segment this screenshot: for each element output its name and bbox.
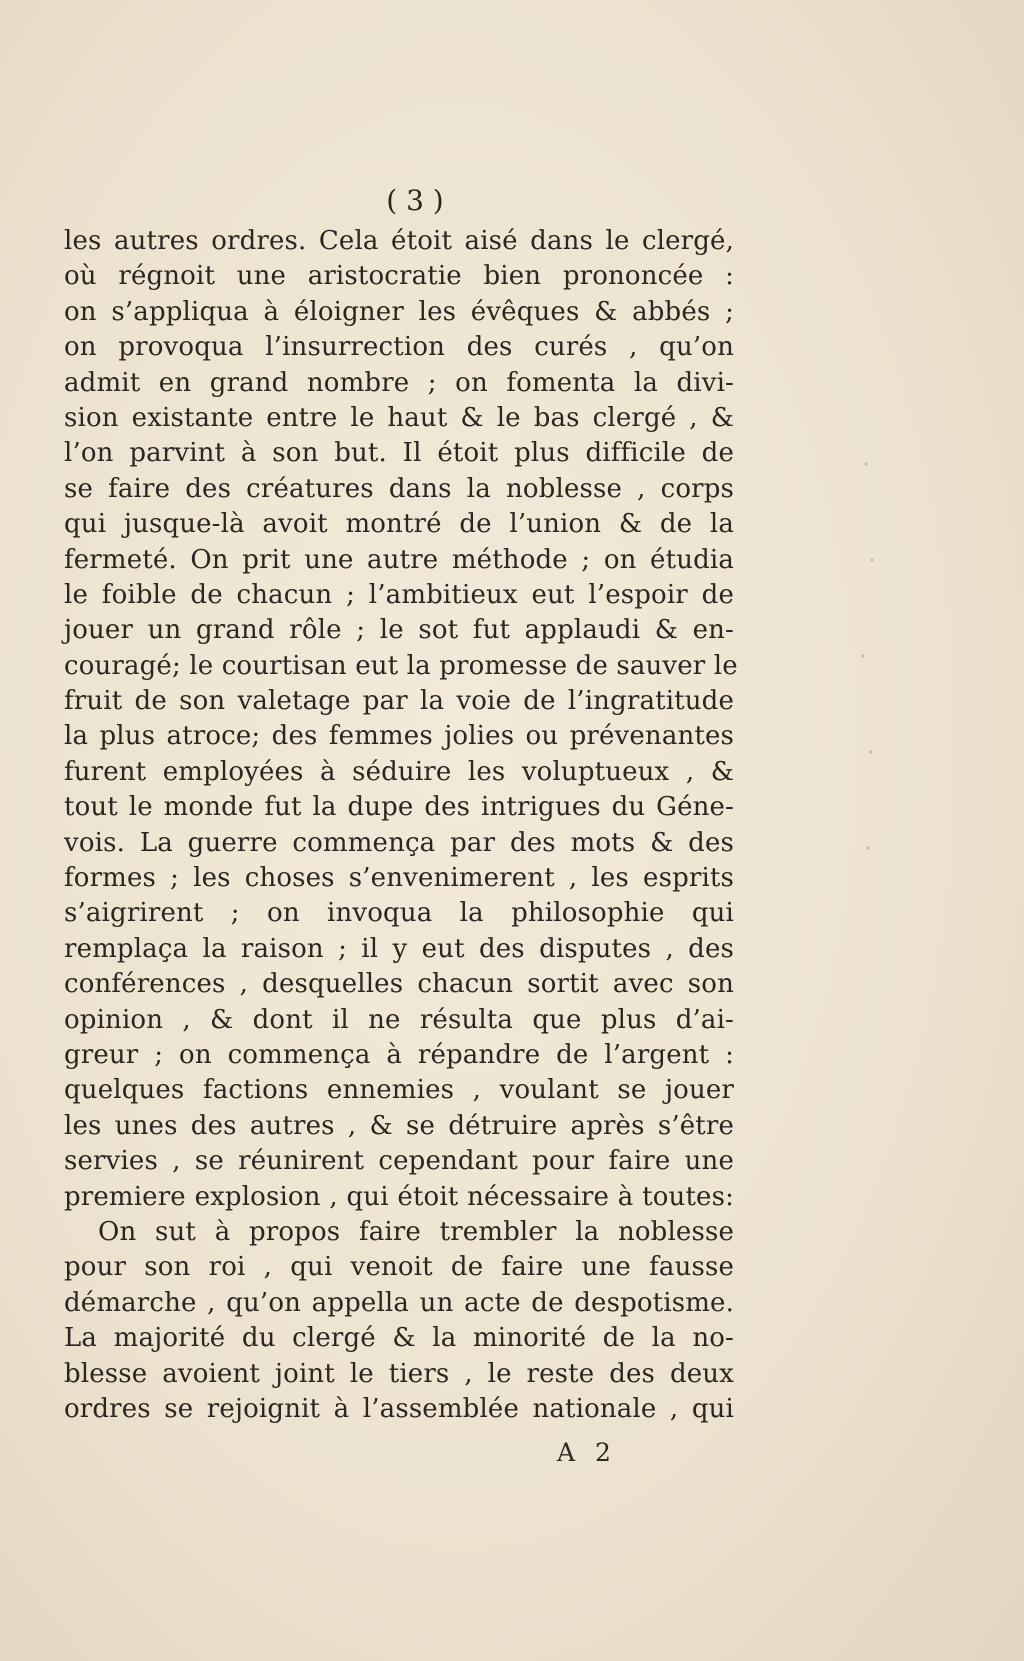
text-line: fruit de son valetage par la voie de l’ingratitude xyxy=(64,686,734,717)
text-line: l’on parvint à son but. Il étoit plus difficile de xyxy=(64,438,734,469)
text-line: formes ; les choses s’envenimerent , les esprits xyxy=(64,863,734,894)
text-line: greur ; on commença à répandre de l’argent : xyxy=(64,1039,734,1070)
text-line: le foible de chacun ; l’ambitieux eut l’espoir de xyxy=(64,579,734,610)
text-line: s’aigrirent ; on invoqua la philosophie qui xyxy=(64,898,734,929)
text-line: quelques factions ennemies , voulant se jouer xyxy=(64,1075,734,1106)
text-line: les autres ordres. Cela étoit aisé dans le clergé, xyxy=(64,226,734,256)
text-line: furent employées à séduire les voluptueux , & xyxy=(64,756,734,787)
ink-bleed-marks xyxy=(854,440,884,920)
paragraph-start-line: On sut à propos faire trembler la noblesse xyxy=(98,1216,734,1247)
text-line: servies , se réunirent cependant pour faire une xyxy=(64,1146,734,1177)
text-line: pour son roi , qui venoit de faire une fausse xyxy=(64,1252,734,1283)
text-line: fermeté. On prit une autre méthode ; on étudia xyxy=(64,544,734,575)
text-line: où régnoit une aristocratie bien prononcée : xyxy=(64,261,734,292)
text-line: les unes des autres , & se détruire après s’être xyxy=(64,1110,734,1141)
text-line: tout le monde fut la dupe des intrigues du Géne- xyxy=(64,792,734,823)
text-line: vois. La guerre commença par des mots & des xyxy=(64,827,734,858)
text-line: sion existante entre le haut & le bas clergé , & xyxy=(64,402,734,433)
text-line: remplaça la raison ; il y eut des disputes , des xyxy=(64,933,734,964)
text-line: se faire des créatures dans la noblesse , corps xyxy=(64,473,734,504)
text-line: admit en grand nombre ; on fomenta la divi- xyxy=(64,367,734,398)
text-line: ordres se rejoignit à l’assemblée nationale , qui xyxy=(64,1393,734,1424)
text-line: blesse avoient joint le tiers , le reste des deux xyxy=(64,1358,734,1389)
text-line: la plus atroce; des femmes jolies ou prévenantes xyxy=(64,721,734,752)
text-line: conférences , desquelles chacun sortit avec son xyxy=(64,969,734,1000)
text-line: La majorité du clergé & la minorité de la no- xyxy=(64,1323,734,1354)
text-line: démarche , qu’on appella un acte de despotisme. xyxy=(64,1287,734,1318)
text-line: jouer un grand rôle ; le sot fut applaudi & en- xyxy=(64,615,734,646)
text-line: on s’appliqua à éloigner les évêques & abbés ; xyxy=(64,296,734,327)
text-line: premiere explosion , qui étoit nécessaire à toutes: xyxy=(64,1181,734,1212)
text-line: couragé; le courtisan eut la promesse de sauver le xyxy=(64,650,738,681)
body-text xyxy=(64,224,738,1427)
signature-mark: A 2 xyxy=(557,1438,617,1467)
text-line: opinion , & dont il ne résulta que plus d’ai- xyxy=(64,1004,734,1035)
text-line: qui jusque-là avoit montré de l’union & de la xyxy=(64,509,734,540)
page-number: ( 3 ) xyxy=(386,184,444,217)
text-line: on provoqua l’insurrection des curés , qu’on xyxy=(64,332,734,363)
